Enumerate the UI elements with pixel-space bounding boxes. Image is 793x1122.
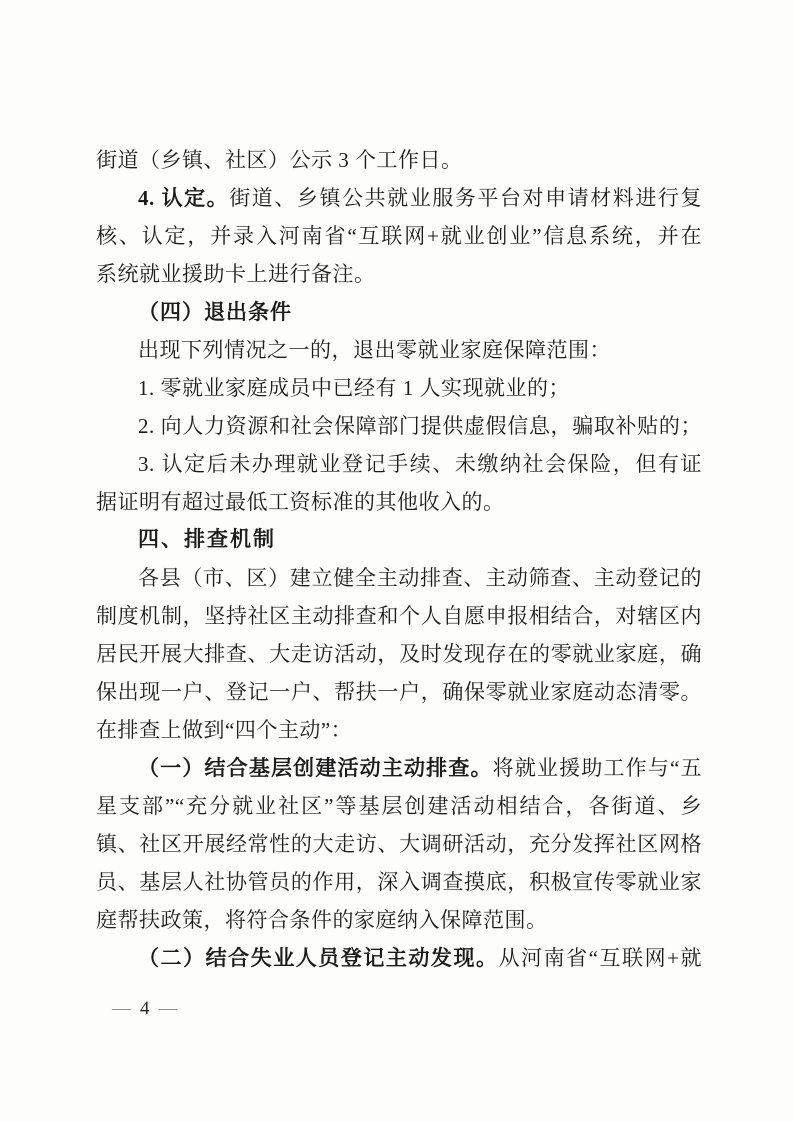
body-text: 员、基层人社协管员的作用，深入调查摸底，积极宣传零就业家: [96, 870, 702, 894]
text-line: [96, 825, 702, 863]
body-text: 各县（市、区）建立健全主动排查、主动筛查、主动登记的: [138, 566, 702, 590]
body-text: 居民开展大排查、大走访活动，及时发现存在的零就业家庭，确: [96, 642, 702, 666]
body-text: 镇、社区开展经常性的大走访、大调研活动，充分发挥社区网格: [96, 832, 702, 856]
text-line: [96, 939, 702, 977]
body-text: 星支部”“充分就业社区”等基层创建活动相结合，各街道、乡: [96, 794, 702, 818]
text-line: [96, 749, 702, 787]
emphasis-text: 4. 认定。: [138, 186, 230, 210]
text-line: [96, 141, 702, 179]
text-line: [96, 293, 702, 331]
body-text: 四、排查机制: [138, 528, 276, 551]
emphasis-text: （四）退出条件: [138, 300, 292, 324]
text-line: [96, 255, 702, 293]
text-line: [96, 407, 702, 445]
page-footer: [112, 997, 178, 1021]
body-text: 1. 零就业家庭成员中已经有 1 人实现就业的；: [138, 376, 570, 400]
emphasis-text: （一）结合基层创建活动主动排查。: [138, 756, 493, 780]
text-line: [96, 597, 702, 635]
body-text: 核、认定，并录入河南省“互联网+就业创业”信息系统，并在: [96, 224, 702, 248]
document-body: [96, 141, 702, 977]
body-text: 制度机制，坚持社区主动排查和个人自愿申报相结合，对辖区内: [96, 604, 702, 628]
text-line: [96, 445, 702, 483]
body-text: 据证明有超过最低工资标准的其他收入的。: [96, 490, 505, 514]
body-text: 3. 认定后未办理就业登记手续、未缴纳社会保险，但有证: [138, 452, 702, 476]
body-text: 系统就业援助卡上进行备注。: [96, 262, 376, 286]
body-text: 从河南省“互联网+就: [498, 946, 702, 970]
body-text: 庭帮扶政策，将符合条件的家庭纳入保障范围。: [96, 908, 548, 932]
emphasis-text: （二）结合失业人员登记主动发现。: [138, 946, 499, 970]
body-text: 出现下列情况之一的，退出零就业家庭保障范围：: [138, 338, 611, 362]
body-text: 街道（乡镇、社区）公示 3 个工作日。: [96, 148, 463, 172]
text-line: [96, 787, 702, 825]
text-line: [96, 711, 702, 749]
text-line: [96, 483, 702, 521]
text-line: [96, 635, 702, 673]
text-line: [96, 331, 702, 369]
text-line: [96, 559, 702, 597]
body-text: 街道、乡镇公共就业服务平台对申请材料进行复: [229, 186, 702, 210]
text-line: [96, 901, 702, 939]
text-line: [96, 369, 702, 407]
body-text: 在排查上做到“四个主动”：: [96, 718, 353, 742]
footer-dash-right: —: [158, 998, 178, 1019]
footer-dash-left: —: [112, 998, 131, 1019]
body-text: 2. 向人力资源和社会保障部门提供虚假信息，骗取补贴的；: [138, 414, 702, 438]
text-line: [96, 673, 702, 711]
body-text: 保出现一户、登记一户、帮扶一户，确保零就业家庭动态清零。: [96, 680, 702, 704]
text-line: [96, 521, 702, 559]
body-text: 将就业援助工作与“五: [492, 756, 702, 780]
page-number: 4: [140, 998, 150, 1019]
text-line: [96, 217, 702, 255]
text-line: [96, 179, 702, 217]
text-line: [96, 863, 702, 901]
